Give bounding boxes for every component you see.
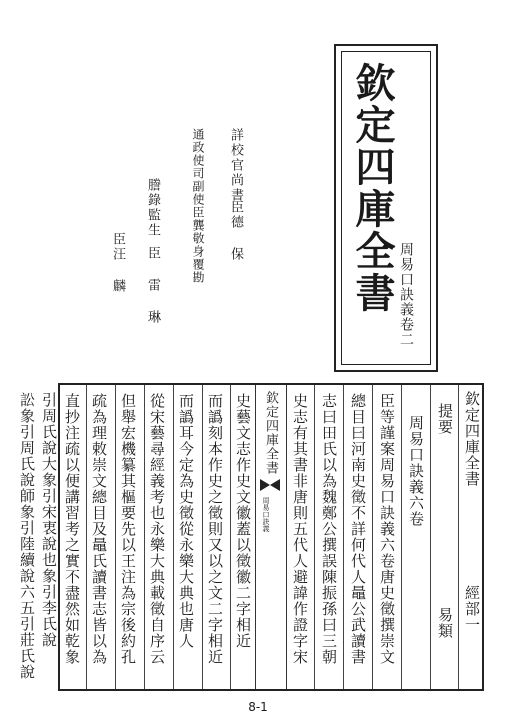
column-rule bbox=[230, 385, 231, 689]
column-rule bbox=[86, 385, 87, 689]
copy-supervisor-label: 謄錄監生 bbox=[145, 178, 160, 238]
page-number: 8-1 bbox=[248, 700, 268, 714]
text-column-12: 引周氏說大象引宋衷說也象引李氏說 bbox=[40, 392, 58, 648]
collection-title: 欽定四庫全書 bbox=[349, 62, 396, 314]
column-rule bbox=[173, 385, 174, 689]
column-rule bbox=[202, 385, 203, 689]
text-column-3: 志曰田氏以為魏鄭公撰誤陳振孫曰三朝 bbox=[320, 393, 338, 665]
spine-title: 欽定四庫全書 bbox=[263, 391, 278, 475]
text-column-8: 從宋藝尋經義考也永樂大典載徵自序云 bbox=[148, 393, 166, 665]
category-label: 經部一 bbox=[463, 585, 481, 633]
title-cartouche bbox=[334, 44, 438, 372]
text-column-9: 但舉宏機纂其樞要先以王注為宗後約孔 bbox=[119, 393, 137, 665]
text-column-10: 疏為理敕崇文總目及鼂氏讀書志皆以為 bbox=[90, 393, 108, 665]
book-title: 周易口訣義六卷 bbox=[407, 415, 425, 527]
text-column-1: 臣等謹案周易口訣義六卷唐史徵撰崇文 bbox=[378, 393, 396, 665]
column-rule bbox=[458, 385, 459, 689]
text-column-5: 史藝文志作史文徽蓋以徵徽二字相近 bbox=[234, 393, 252, 649]
volume-subtitle: 周易口訣義卷二 bbox=[398, 242, 414, 347]
text-column-11: 直抄注疏以便講習考之實不盡然如乾象 bbox=[63, 393, 81, 665]
assistant-reviewer: 通政使司副使臣龔敬身覆勘 bbox=[191, 128, 205, 284]
text-column-6: 而譌刻本作史之徵則又以之文二字相近 bbox=[206, 393, 224, 665]
detail-proofreader-name: 臣德 保 bbox=[228, 200, 243, 262]
section-header: 欽定四庫全書 bbox=[463, 391, 481, 487]
copyist-name: 臣汪 麟 bbox=[110, 232, 125, 294]
grader-name: 臣 雷 琳 bbox=[145, 246, 160, 325]
column-rule bbox=[343, 385, 344, 689]
spine-fold bbox=[255, 385, 287, 689]
text-column-7: 而譌耳今定為史徵從永樂大典也唐人 bbox=[177, 393, 195, 649]
column-rule bbox=[314, 385, 315, 689]
column-rule bbox=[430, 385, 431, 689]
text-page-frame bbox=[58, 383, 484, 691]
column-rule bbox=[144, 385, 145, 689]
detail-proofreader-label: 詳校官尚書 bbox=[228, 128, 243, 203]
text-column-2: 總目曰河南史徵不詳何代人鼂公武讀書 bbox=[349, 393, 367, 665]
column-rule bbox=[115, 385, 116, 689]
column-rule bbox=[401, 385, 402, 689]
fishtail-mark-icon bbox=[260, 479, 280, 491]
tiyao-label: 提要 bbox=[436, 403, 454, 435]
text-column-13: 訟象引周氏說師象引陸續說六五引莊氏說 bbox=[18, 392, 36, 680]
column-rule bbox=[372, 385, 373, 689]
subcategory-label: 易類 bbox=[436, 607, 454, 639]
text-column-4: 史志有其書非唐則五代人避諱作證字宋 bbox=[291, 393, 309, 665]
spine-book-name: 周易口訣義 bbox=[262, 497, 270, 532]
